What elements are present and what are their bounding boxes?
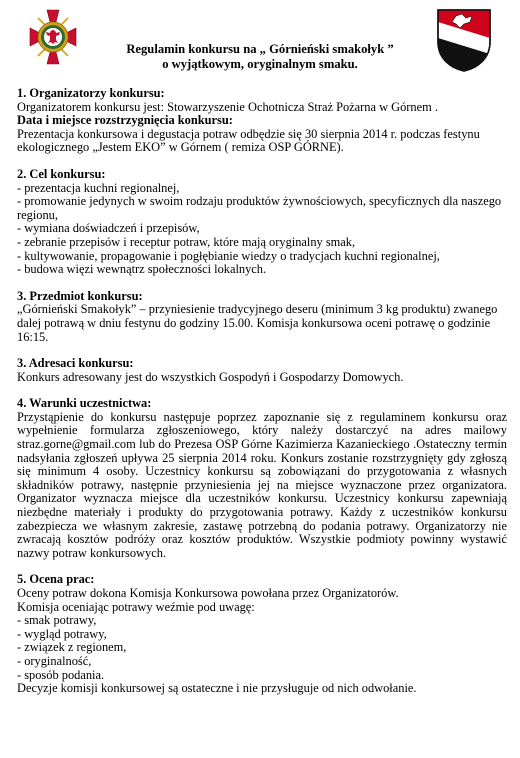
list-item: - promowanie jedynych w swoim rodzaju produktów żywnościowych, specyficznych dla naszego regionu, (17, 194, 502, 222)
list-item: - wygląd potrawy, (17, 626, 107, 641)
section-heading: 5. Ocena prac: (17, 572, 95, 587)
list-item: - wymiana doświadczeń i przepisów, (17, 221, 200, 236)
section-heading: 3. Adresaci konkursu: (17, 356, 134, 371)
section-text: „Górnieński Smakołyk” – przyniesienie tradycyjnego deseru (minimum 3 kg produktu) zwanego dalej potrawą w dniu festynu do godziny 15.00. Komisja konkursowa oceni potrawę o godzinie 16:15. (17, 302, 498, 344)
goals-list (17, 182, 507, 277)
section-organizers (17, 87, 507, 155)
section-heading: 2. Cel konkursu: (17, 166, 106, 181)
section-goals (17, 168, 507, 277)
section-heading: 3. Przedmiot konkursu: (17, 288, 143, 303)
document-title (100, 42, 420, 72)
section-text: Prezentacja konkursowa i degustacja potraw odbędzie się 30 sierpnia 2014 r. podczas festynu ekologicznego „Jestem EKO” w Górnem ( remiza OSP GÓRNE). (17, 126, 480, 155)
list-item: - prezentacja kuchni regionalnej, (17, 180, 180, 195)
criteria-list (17, 614, 507, 682)
section-text: Decyzje komisji konkursowej są ostateczne i nie przysługuje od nich odwołanie. (17, 681, 417, 696)
coat-of-arms-icon (436, 8, 492, 72)
section-audience (17, 357, 507, 384)
section-text: Przystąpienie do konkursu następuje poprzez zapoznanie się z regulaminem konkursu oraz wypełnienie formularza zgłoszeniowego, który należy dostarczyć na adres mailowy straz.gorne@gmail.com lub do Prezesa OSP Górne Kazimierza Kazanieckiego .Ostateczny termin nadsyłania zgłoszeń upływa 25 sierpnia 2014 roku. Konkurs zostanie rozstrzygnięty gdy zgłoszą się minimum 4 osoby. Uczestnicy konkursu są zobowiązani do przygotowania z własnych składników potrawy, następnie przyniesienia jej na miejsce wyznaczone przez organizatora. Organizator wyznacza miejsce dla uczestników konkursu. Uczestnicy konkursu zapewniają niezbędne materiały i produkty do przygotowania potrawy. Każdy z uczestników konkursu zabezpiecza we własnym zakresie, zastawę potrzebną do podania potrawy. Organizatorzy nie zwracają kosztów podróży oraz kosztów produktów. Wszystkie podmioty powinny wystawić nazwy potraw konkursowych. (17, 409, 507, 560)
section-text: Oceny potraw dokona Komisja Konkursowa powołana przez Organizatorów. (17, 586, 399, 600)
section-text: Komisja oceniając potrawy weźmie pod uwagę: (17, 599, 255, 614)
section-text: Konkurs adresowany jest do wszystkich Gospodyń i Gospodarzy Domowych. (17, 369, 404, 384)
list-item: - zebranie przepisów i receptur potraw, które mają oryginalny smak, (17, 234, 356, 249)
list-item: - sposób podania. (17, 667, 105, 682)
title-line-1: Regulamin konkursu na „ Górnieński smakołyk ” (126, 42, 394, 56)
section-text: Organizatorem konkursu jest: Stowarzyszenie Ochotnicza Straż Pożarna w Górnem . (17, 99, 438, 114)
section-heading: 4. Warunki uczestnictwa: (17, 396, 152, 411)
section-evaluation (17, 573, 507, 695)
list-item: - smak potrawy, (17, 613, 97, 628)
list-item: - związek z regionem, (17, 640, 127, 655)
document-body (17, 87, 507, 696)
list-item: - budowa więzi wewnątrz społeczności lokalnych. (17, 262, 267, 277)
osp-emblem-icon (28, 8, 78, 66)
section-subheading: Data i miejsce rozstrzygnięcia konkursu: (17, 113, 233, 128)
list-item: - kultywowanie, propagowanie i pogłębianie wiedzy o tradycjach kuchni regionalnej, (17, 248, 440, 263)
section-conditions (17, 397, 507, 560)
list-item: - oryginalność, (17, 653, 92, 668)
section-heading: 1. Organizatorzy konkursu: (17, 86, 165, 100)
section-subject (17, 290, 507, 344)
title-line-2: o wyjątkowym, oryginalnym smaku. (162, 57, 358, 71)
